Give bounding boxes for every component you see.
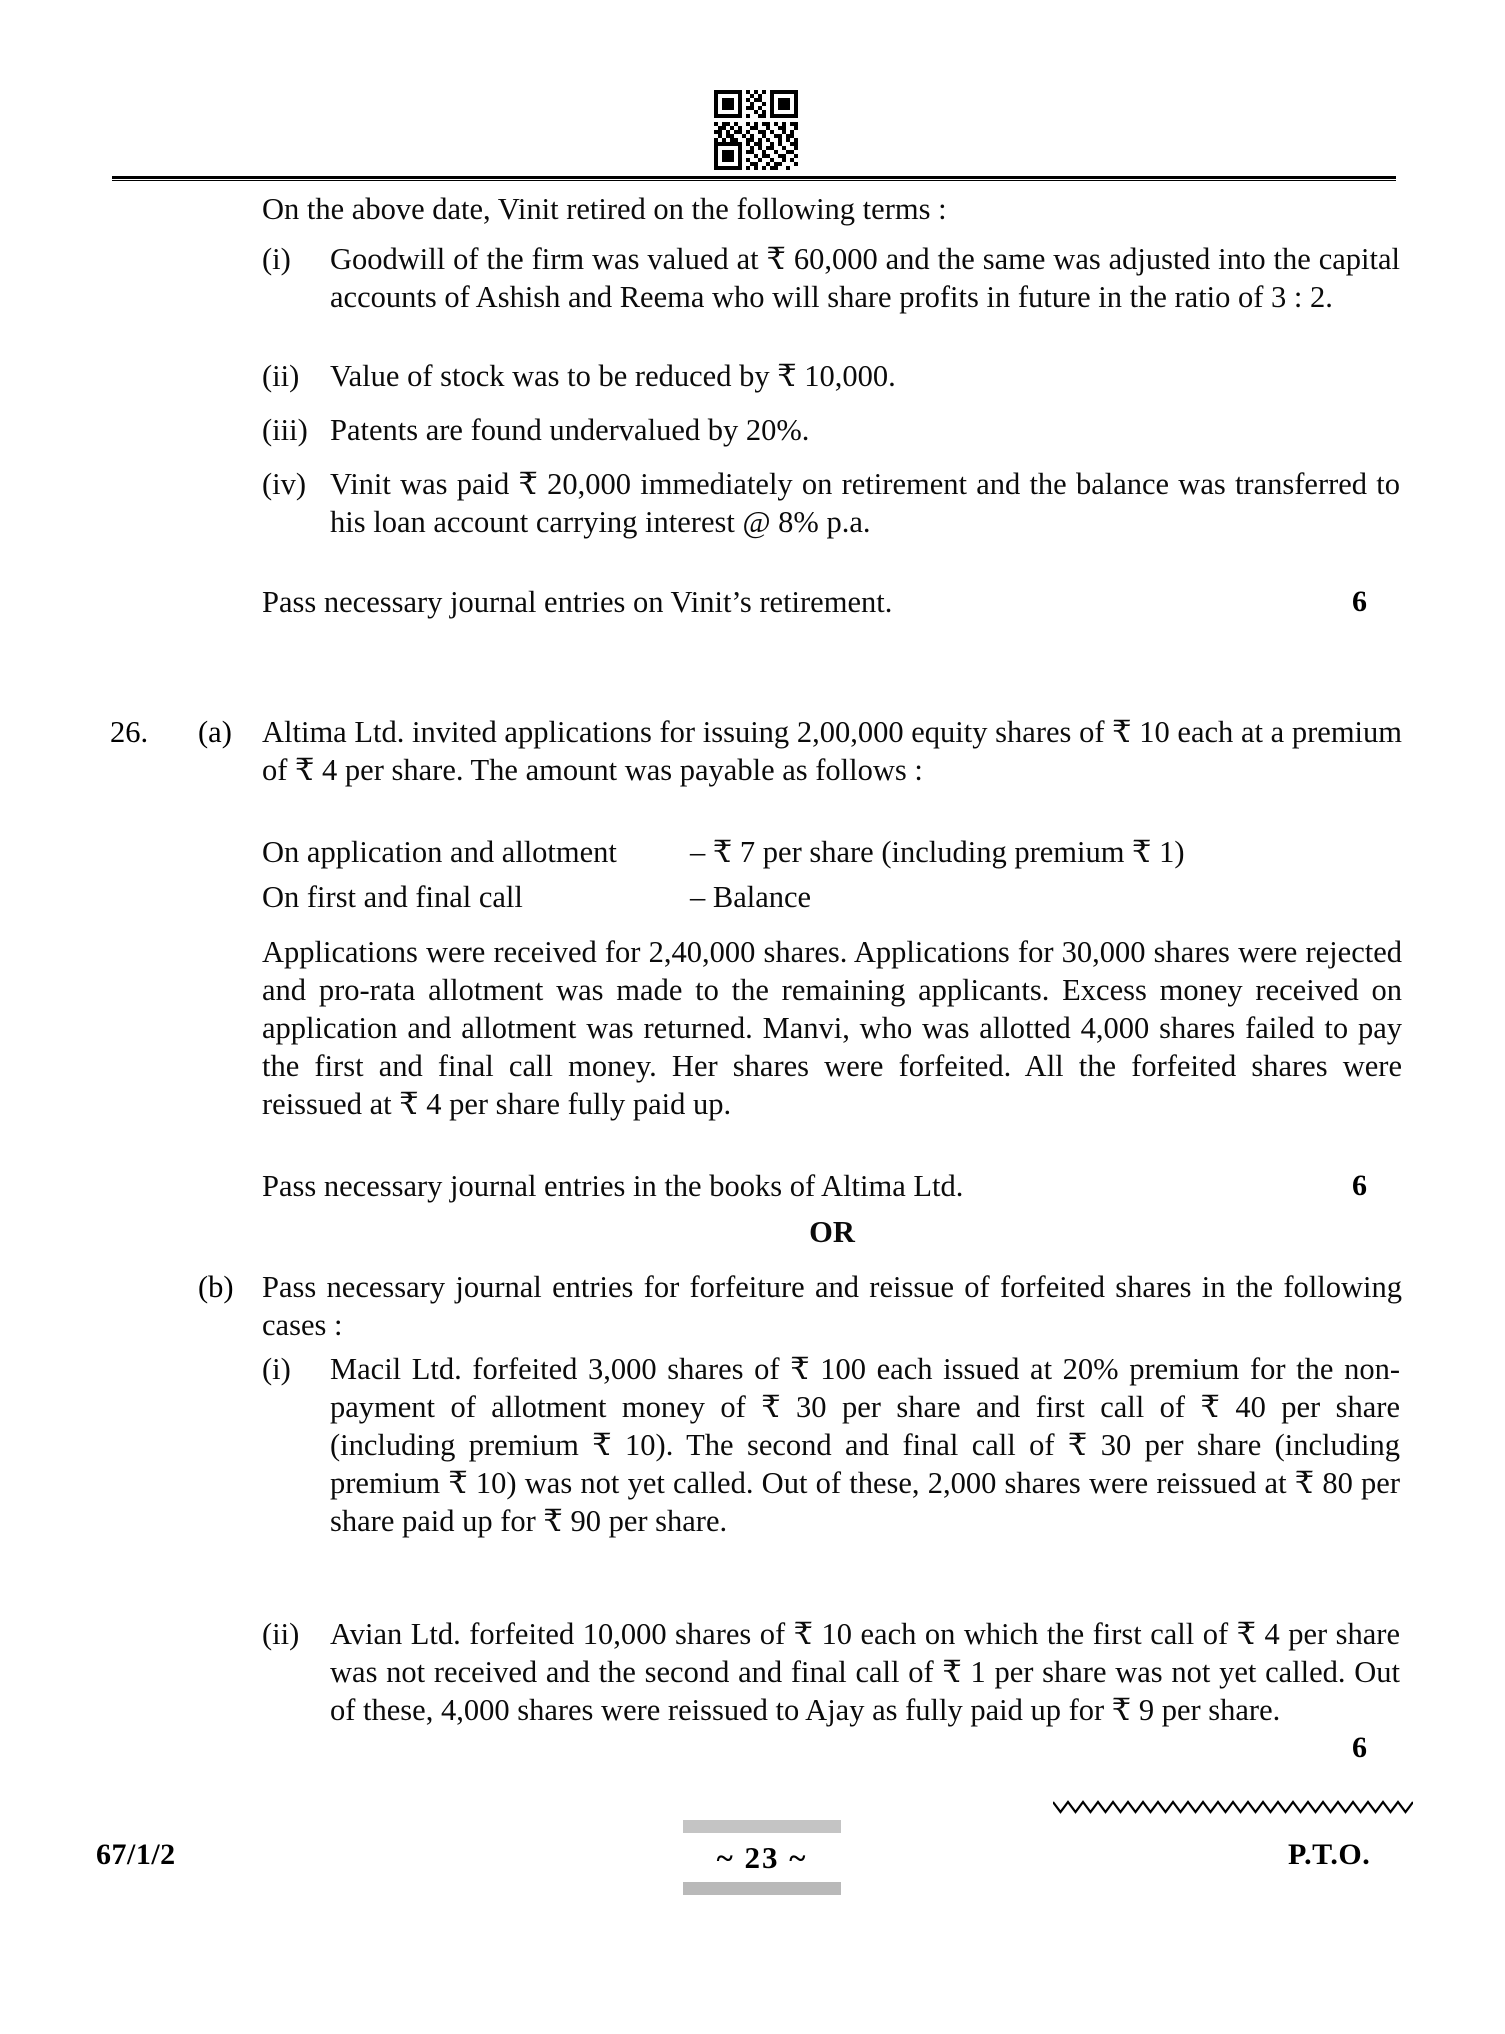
case-marker-ii: (ii) <box>262 1617 300 1651</box>
zigzag-divider-icon <box>1053 1796 1413 1818</box>
instruction-q25: Pass necessary journal entries on Vinit’s retirement. <box>262 585 893 619</box>
page-number: ~ 23 ~ <box>716 1840 808 1875</box>
marks-option-a: 6 <box>1352 1169 1367 1202</box>
or-label: OR <box>809 1215 855 1249</box>
option-b-intro: Pass necessary journal entries for forfeiture and reissue of forfeited shares in the following cases : <box>262 1270 1402 1342</box>
paper-code: 67/1/2 <box>96 1838 176 1871</box>
schedule-value-1: – ₹ 7 per share (including premium ₹ 1) <box>690 835 1185 869</box>
option-b-marker: (b) <box>198 1270 234 1304</box>
page-turn-label: P.T.O. <box>1288 1838 1371 1871</box>
page-number-box <box>683 1820 841 1895</box>
term-marker-ii: (ii) <box>262 359 300 393</box>
term-text-ii: Value of stock was to be reduced by ₹ 10,000. <box>330 359 896 393</box>
case-text-ii: Avian Ltd. forfeited 10,000 shares of ₹ 10 each on which the first call of ₹ 4 per share was not received and the second and final call of ₹ 1 per share was not yet called. Out of these, 4,000 shares were reissued to Ajay as fully paid up for ₹ 9 per share. <box>330 1617 1400 1727</box>
qr-code <box>710 86 802 174</box>
option-a-marker: (a) <box>198 715 232 749</box>
question-number-26: 26. <box>110 715 149 749</box>
page-bar-bottom <box>683 1882 841 1895</box>
header-divider <box>112 176 1396 181</box>
marks-option-b: 6 <box>1352 1731 1367 1764</box>
term-text-i: Goodwill of the firm was valued at ₹ 60,000 and the same was adjusted into the capital accounts of Ashish and Reema who will share profits in future in the ratio of 3 : 2. <box>330 242 1400 314</box>
term-text-iii: Patents are found undervalued by 20%. <box>330 413 810 447</box>
option-a-body: Applications were received for 2,40,000 shares. Applications for 30,000 shares were rejected and pro-rata allotment was made to the remaining applicants. Excess money received on application and allotment was returned. Manvi, who was allotted 4,000 shares failed to pay the first and final call money. Her shares were forfeited. All the forfeited shares were reissued at ₹ 4 per share fully paid up. <box>262 935 1402 1121</box>
schedule-label-2: On first and final call <box>262 880 523 914</box>
marks-q25: 6 <box>1352 585 1367 618</box>
option-a-instruction: Pass necessary journal entries in the books of Altima Ltd. <box>262 1169 964 1203</box>
term-marker-i: (i) <box>262 242 291 276</box>
term-marker-iii: (iii) <box>262 413 308 447</box>
schedule-value-2: – Balance <box>690 880 812 914</box>
page-bar-top <box>683 1820 841 1833</box>
case-marker-i: (i) <box>262 1352 291 1386</box>
case-text-i: Macil Ltd. forfeited 3,000 shares of ₹ 100 each issued at 20% premium for the non-payment of allotment money of ₹ 30 per share and first call of ₹ 40 per share (including premium ₹ 10). The second and final call of ₹ 30 per share (including premium ₹ 10) was not yet called. Out of these, 2,000 shares were reissued at ₹ 80 per share paid up for ₹ 90 per share. <box>330 1352 1400 1538</box>
term-marker-iv: (iv) <box>262 467 307 501</box>
schedule-label-1: On application and allotment <box>262 835 617 869</box>
option-a-intro: Altima Ltd. invited applications for issuing 2,00,000 equity shares of ₹ 10 each at a premium of ₹ 4 per share. The amount was payable as follows : <box>262 715 1402 787</box>
intro-line: On the above date, Vinit retired on the following terms : <box>262 192 947 226</box>
term-text-iv: Vinit was paid ₹ 20,000 immediately on retirement and the balance was transferred to his loan account carrying interest @ 8% p.a. <box>330 467 1400 539</box>
